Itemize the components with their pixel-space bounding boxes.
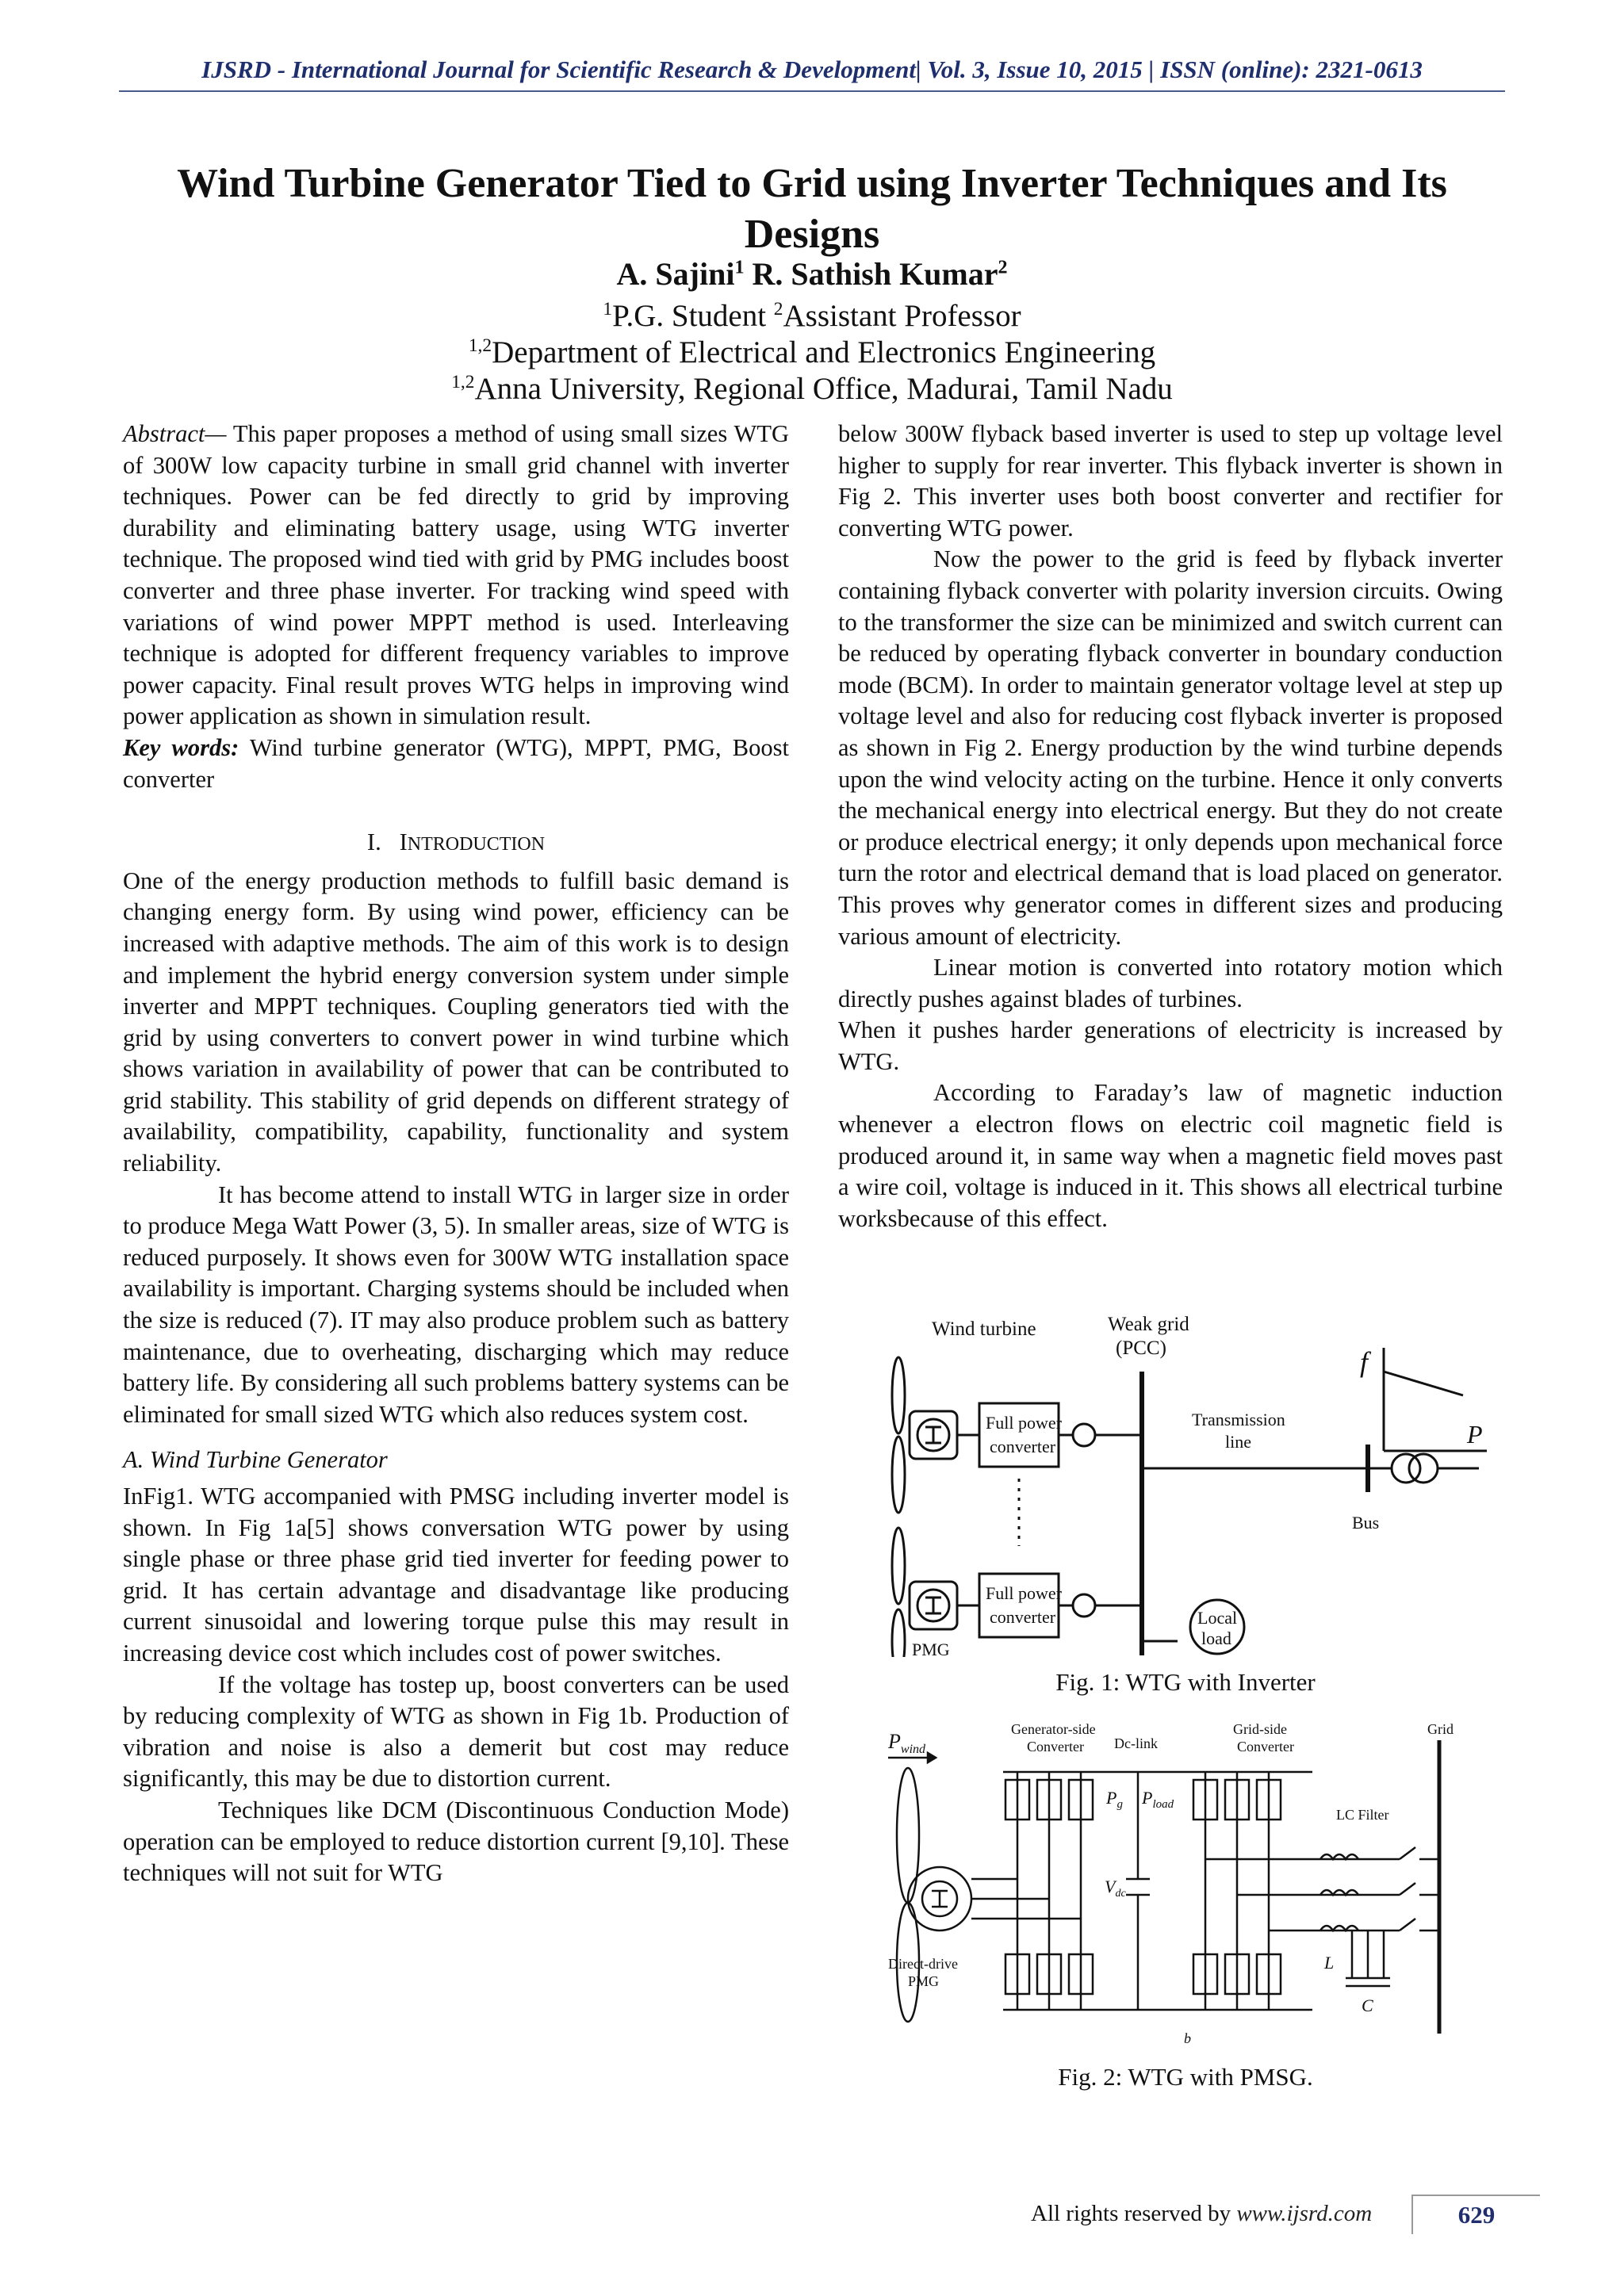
department-sup: 1,2: [468, 335, 492, 356]
fig1-label-full-power-top: Full power: [986, 1413, 1062, 1433]
fig2-label-pg: $P_g$: [1106, 1788, 1123, 1811]
fig1-label-local: Local: [1197, 1608, 1238, 1628]
figure-1-caption: Fig. 1: WTG with Inverter: [1055, 1668, 1316, 1696]
fig2-label-pload: $P_{load}$: [1142, 1788, 1174, 1811]
fig1-coupling-top: [1073, 1424, 1095, 1446]
department-name: Department of Electrical and Electronics Engineering: [492, 335, 1156, 369]
institution: [119, 371, 1505, 407]
author-1: A. Sajini: [616, 256, 735, 292]
fig2-label-l: L: [1324, 1953, 1335, 1973]
footer-rights-text: All rights reserved by: [1031, 2201, 1237, 2226]
section-heading-introduction: [123, 827, 789, 861]
fig1-label-full-power-bottom: Full power: [986, 1583, 1062, 1603]
wtg-paragraph-1: InFig1. WTG accompanied with PMSG including inverter model is shown. In Fig 1a[5] shows conversation WTG power by using single phase or three phase grid tied inverter for feeding power to grid. It has certain advantage and disadvantage like producing current sinusoidal and lowering torque pulse this may result in increasing device cost which includes cost of power switches.: [123, 1483, 789, 1667]
fig2-label-pmg: PMG: [908, 1973, 940, 1989]
fig1-wind-turbine-top: [892, 1357, 957, 1513]
wtg-paragraph-3: Techniques like DCM (Discontinuous Conduction Mode) operation can be employed to reduce distortion current [9,10]. These techniques will not suit for WTG: [123, 1796, 789, 1887]
section-first-letter: I: [399, 828, 408, 856]
wtg-paragraph-2: If the voltage has tostep up, boost converters can be used by reducing complexity of WTG as shown in Fig 1b. Production of vibration and noise is also a demerit but cost may reduce significantly, this may be due to distortion current.: [123, 1670, 789, 1793]
institution-sup: 1,2: [451, 372, 475, 392]
fig1-label-converter-bottom: converter: [990, 1607, 1056, 1627]
abstract-label: Abstract—: [123, 420, 227, 447]
fig1-label-bus: Bus: [1352, 1513, 1380, 1533]
abstract-text: This paper proposes a method of using small sizes WTG of 300W low capacity turbine in small grid channel with inverter techniques. Power can be fed directly to grid by improving durability and eliminating battery usage, using WTG inverter technique. The proposed wind tied with grid by PMG includes boost converter and three phase inverter. For tracking wind speed with variations of wind power MPPT method is used. Interleaving technique is adopted for different frequency variables to improve power capacity. Final result proves WTG helps in improving wind power application as shown in simulation result.: [123, 420, 789, 730]
institution-name: Anna University, Regional Office, Madurai, Tamil Nadu: [474, 372, 1173, 406]
fig2-label-grid-side: Grid-side: [1233, 1721, 1287, 1737]
role-2-sup: 2: [773, 299, 783, 320]
section-number: I.: [366, 828, 381, 856]
paper-title: Wind Turbine Generator Tied to Grid using Inverter Techniques and Its Designs: [177, 161, 1447, 257]
right-paragraph-5: According to Faraday’s law of magnetic induction whenever a electron flows on electric coil magnetic field is produced around it, in same way when a magnetic field moves past a wire coil, voltage is induced in it. This shows all electrical turbine worksbecause of this effect.: [838, 1079, 1503, 1232]
subsection-heading-wtg: A. Wind Turbine Generator: [123, 1446, 388, 1474]
fig1-label-wind-turbine: Wind turbine: [932, 1318, 1036, 1340]
fig2-dc-link-capacitor: [1126, 1772, 1150, 2010]
author-2: R. Sathish Kumar: [752, 256, 998, 292]
page-number: 629: [1411, 2195, 1540, 2234]
fig1-wind-turbine-bottom: [892, 1528, 957, 1657]
right-paragraph-4: When it pushes harder generations of electricity is increased by WTG.: [838, 1016, 1503, 1075]
fig1-coupling-bottom: [1073, 1594, 1095, 1617]
fig2-label-dc-link: Dc-link: [1114, 1735, 1158, 1751]
right-column: [838, 419, 1503, 1234]
role-1-sup: 1: [603, 299, 613, 320]
fig1-label-line: line: [1225, 1432, 1251, 1452]
fig2-label-generator-converter: Converter: [1027, 1739, 1084, 1755]
department: [119, 335, 1505, 370]
fig1-label-p: P: [1467, 1420, 1483, 1448]
section-title-rest: NTRODUCTION: [407, 834, 546, 855]
author-2-sup: 2: [998, 257, 1008, 278]
fig1-label-f: f: [1360, 1346, 1369, 1378]
fig2-label-c: C: [1362, 1996, 1373, 2015]
fig1-label-pmg: PMG: [912, 1640, 950, 1657]
fig1-label-transmission: Transmission: [1192, 1410, 1285, 1429]
role-1: P.G. Student: [612, 299, 774, 333]
fig1-droop-curve: [1384, 1372, 1463, 1395]
fig1-label-weak-grid: Weak grid: [1108, 1314, 1189, 1335]
author-1-sup: 1: [734, 257, 745, 278]
fig2-label-grid-converter: Converter: [1237, 1739, 1294, 1755]
author-roles: [119, 298, 1505, 334]
right-paragraph-3: Linear motion is converted into rotatory motion which directly pushes against blades of turbines.: [838, 954, 1503, 1012]
figure-2-caption: Fig. 2: WTG with PMSG.: [1058, 2063, 1313, 2091]
figure-1-diagram: [876, 1308, 1495, 1657]
right-paragraph-2: Now the power to the grid is feed by flyback inverter containing flyback converter with polarity inversion circuits. Owing to the transformer the size can be minimized and switch current can be reduced by operating flyback converter in boundary conduction mode (BCM). In order to maintain generator voltage level at step up voltage level and also for reducing cost flyback inverter is proposed as shown in Fig 2. Energy production by the wind turbine depends upon the wind velocity acting on the turbine. Hence it only converts the mechanical energy into electrical energy. But they do not create or produce electrical energy; it only depends upon mechanical force turn the rotor and electrical demand that is load placed on generator. This proves why generator comes in different sizes and producing various amount of electricity.: [838, 545, 1503, 950]
keywords: [123, 733, 789, 795]
fig2-generator-side-converter: [971, 1772, 1154, 2010]
fig2-grid-switches: [1400, 1847, 1439, 1931]
footer-rights: [1031, 2201, 1372, 2227]
fig2-label-lc-filter: LC Filter: [1336, 1807, 1389, 1823]
figure-2-diagram: [876, 1716, 1503, 2049]
intro-paragraph-1: One of the energy production methods to fulfill basic demand is changing energy form. By using wind power, efficiency can be increased with adaptive methods. The aim of this work is to design and implement the hybrid energy conversion system under simple inverter and MPPT techniques. Coupling generators tied with the grid by using converters to convert power in wind turbine which shows variation in availability of power that can be contributed to grid stability. This stability of grid depends on different strategy of availability, compatibility, capability, functionality and system reliability.: [123, 867, 789, 1177]
keywords-label: Key words:: [123, 733, 239, 761]
fig1-label-load: load: [1201, 1628, 1231, 1648]
journal-header: IJSRD - International Journal for Scientific Research & Development| Vol. 3, Issue 10, 2015 | ISSN (online): 2321-0613: [119, 55, 1505, 92]
fig2-label-p-wind: $P_{wind}$: [888, 1730, 926, 1756]
footer-site-link[interactable]: www.ijsrd.com: [1236, 2201, 1373, 2226]
intro-paragraph-2: It has become attend to install WTG in larger size in order to produce Mega Watt Power (3, 5). In smaller areas, size of WTG is reduced purposely. It shows even for 300W WTG installation space availability is important. Charging systems should be included when the size is reduced (7). IT may also produce problem such as battery maintenance, due to overheating, discharging which may reduce battery life. By considering all such problems battery systems can be eliminated for small sized WTG which also reduces system cost.: [123, 1181, 789, 1428]
fig1-transformer: [1409, 1454, 1438, 1483]
abstract: [123, 419, 789, 733]
fig2-label-generator-side: Generator-side: [1011, 1721, 1096, 1737]
left-column: [123, 419, 789, 1889]
fig2-label-vdc: $V_{dc}$: [1105, 1877, 1126, 1900]
author-line: [119, 255, 1505, 293]
fig2-label-b: b: [1184, 2030, 1191, 2046]
keywords-text: Wind turbine generator (WTG), MPPT, PMG, Boost converter: [123, 733, 789, 793]
fig1-label-converter-top: converter: [990, 1437, 1056, 1456]
fig2-label-direct-drive: Direct-drive: [888, 1956, 958, 1972]
right-paragraph-1: below 300W flyback based inverter is used to step up voltage level higher to supply for rear inverter. This flyback inverter is shown in Fig 2. This inverter uses both boost converter and rectifier for converting WTG power.: [838, 420, 1503, 541]
fig1-label-pcc: (PCC): [1116, 1337, 1166, 1359]
role-2: Assistant Professor: [783, 299, 1021, 333]
fig2-label-grid: Grid: [1427, 1721, 1454, 1737]
